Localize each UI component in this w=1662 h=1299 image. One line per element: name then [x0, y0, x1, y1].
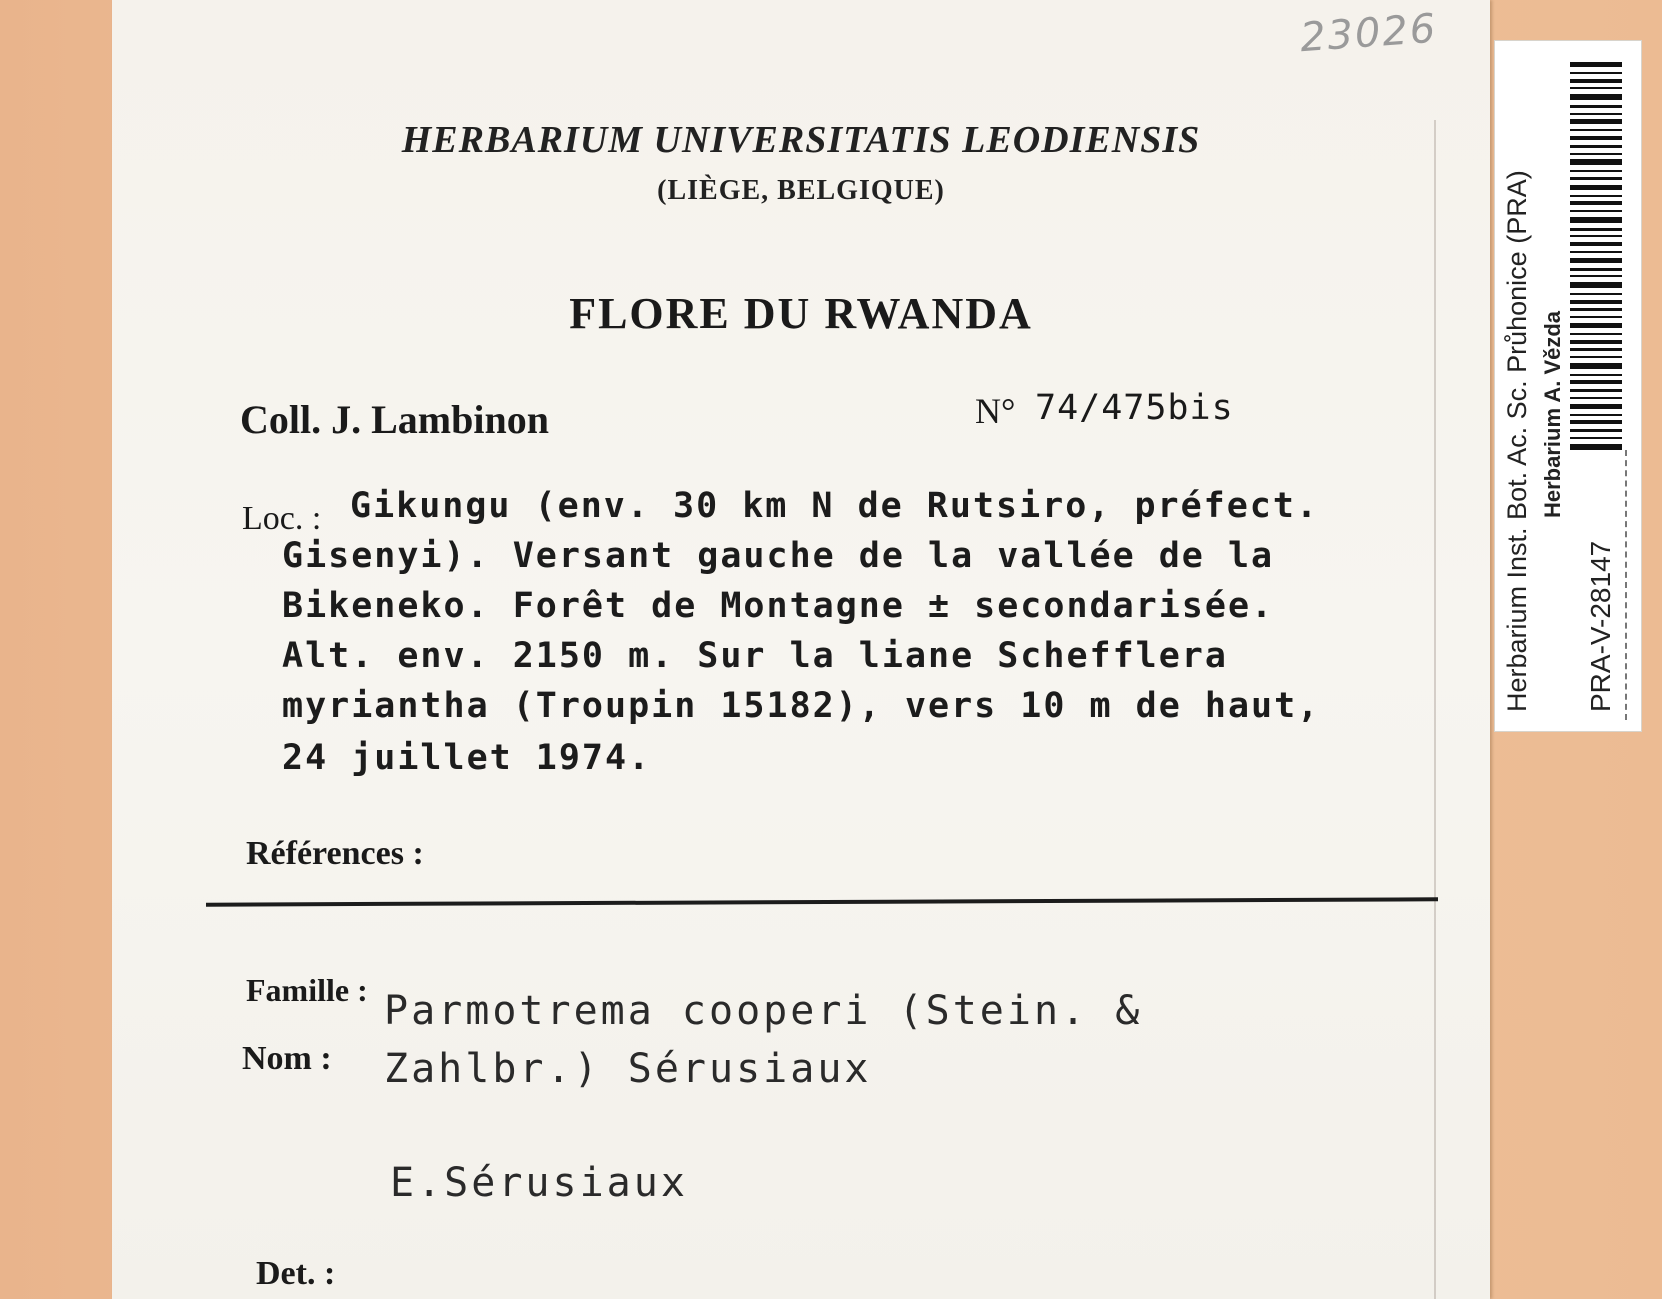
- locality-line: 24 juillet 1974.: [282, 738, 652, 778]
- institution-place: (LIÈGE, BELGIQUE): [657, 175, 945, 206]
- handwritten-number: 23026: [1298, 5, 1439, 62]
- taxon-name-line: Zahlbr.) Sérusiaux: [384, 1046, 872, 1092]
- det-label: Det. :: [256, 1255, 336, 1292]
- number-label: N°: [975, 391, 1016, 431]
- pra-institute-text: Herbarium Inst. Bot. Ac. Sc. Průhonice (PRA): [1502, 170, 1532, 712]
- flora-title: FLORE DU RWANDA: [569, 289, 1033, 338]
- pra-catalog-number: PRA-V-28147: [1585, 540, 1616, 712]
- pra-cut-line: [1625, 450, 1627, 720]
- locality-label: Loc. :: [242, 500, 322, 537]
- locality-line: Gikungu (env. 30 km N de Rutsiro, préfect.: [350, 486, 1320, 526]
- references-label: Références :: [246, 835, 424, 872]
- locality-line: Bikeneko. Forêt de Montagne ± secondarisée.: [282, 586, 1275, 626]
- determiner-name: E.Sérusiaux: [390, 1160, 688, 1206]
- locality-line: myriantha (Troupin 15182), vers 10 m de haut,: [282, 686, 1321, 726]
- barcode-icon: [1570, 62, 1622, 450]
- locality-line: Alt. env. 2150 m. Sur la liane Schefflera: [282, 636, 1228, 676]
- famille-label: Famille :: [246, 972, 368, 1008]
- collection-number: 74/475bis: [1035, 388, 1234, 428]
- nom-label: Nom :: [242, 1040, 332, 1077]
- institution-name: HERBARIUM UNIVERSITATIS LEODIENSIS: [401, 119, 1201, 161]
- pra-collection-text: Herbarium A. Vězda: [1540, 310, 1565, 518]
- locality-line: Gisenyi). Versant gauche de la vallée de la: [282, 536, 1275, 576]
- taxon-name-line: Parmotrema cooperi (Stein. &: [384, 988, 1143, 1034]
- collector: Coll. J. Lambinon: [240, 397, 549, 442]
